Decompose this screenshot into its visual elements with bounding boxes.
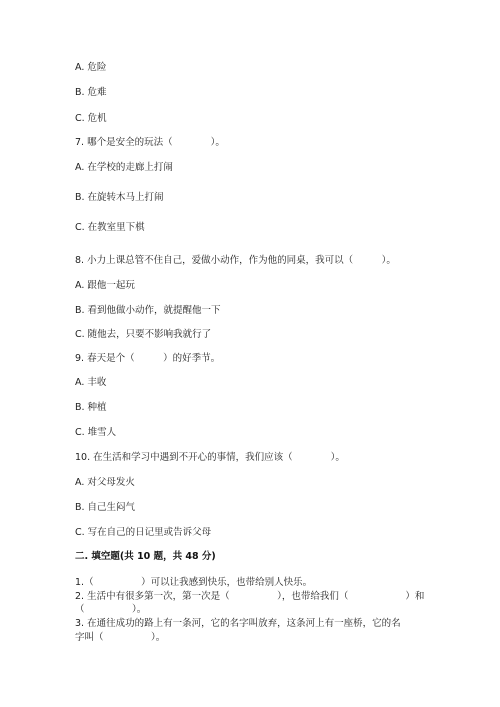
q9-option-b: B. 种植 [75, 402, 107, 413]
q10-option-c: C. 写在自己的日记里或告诉父母 [75, 527, 212, 538]
q8-option-a: A. 跟他一起玩 [75, 280, 135, 291]
q7-stem: 7. 哪个是安全的玩法（ ）。 [75, 137, 225, 148]
q9-stem: 9. 春天是个（ ）的好季节。 [75, 353, 221, 364]
q6-option-a: A. 危险 [75, 62, 107, 73]
q9-option-c: C. 堆雪人 [75, 427, 117, 438]
fill-q1: 1.（ ）可以让我感到快乐，也带给别人快乐。 [75, 577, 313, 588]
q7-option-c: C. 在教室里下棋 [75, 222, 145, 233]
q7-option-b: B. 在旋转木马上打闹 [75, 192, 164, 203]
q8-option-c: C. 随他去，只要不影响我就行了 [75, 329, 212, 340]
q6-option-b: B. 危难 [75, 87, 107, 98]
fill-q2-line1: 2. 生活中有很多第一次，第一次是（ ），也带给我们（ ）和 [75, 591, 425, 602]
q8-option-b: B. 看到他做小动作，就提醒他一下 [75, 305, 221, 316]
q9-option-a: A. 丰收 [75, 377, 107, 388]
q7-option-a: A. 在学校的走廊上打闹 [75, 162, 173, 173]
fill-q3-line2: 字叫（ ）。 [75, 632, 166, 643]
fill-q3-line1: 3. 在通往成功的路上有一条河，它的名字叫放弃，这条河上有一座桥，它的名 [75, 618, 401, 629]
q10-option-a: A. 对父母发火 [75, 477, 135, 488]
q8-stem: 8. 小力上课总管不住自己，爱做小动作，作为他的同桌，我可以（ ）。 [75, 255, 396, 266]
section-heading-fill-in: 二. 填空题(共 10 题，共 48 分) [75, 551, 216, 562]
q10-stem: 10. 在生活和学习中遇到不开心的事情，我们应该（ ）。 [75, 452, 345, 463]
q10-option-b: B. 自己生闷气 [75, 502, 136, 513]
q6-option-c: C. 危机 [75, 113, 107, 124]
fill-q2-line2: （ ）。 [75, 604, 147, 615]
